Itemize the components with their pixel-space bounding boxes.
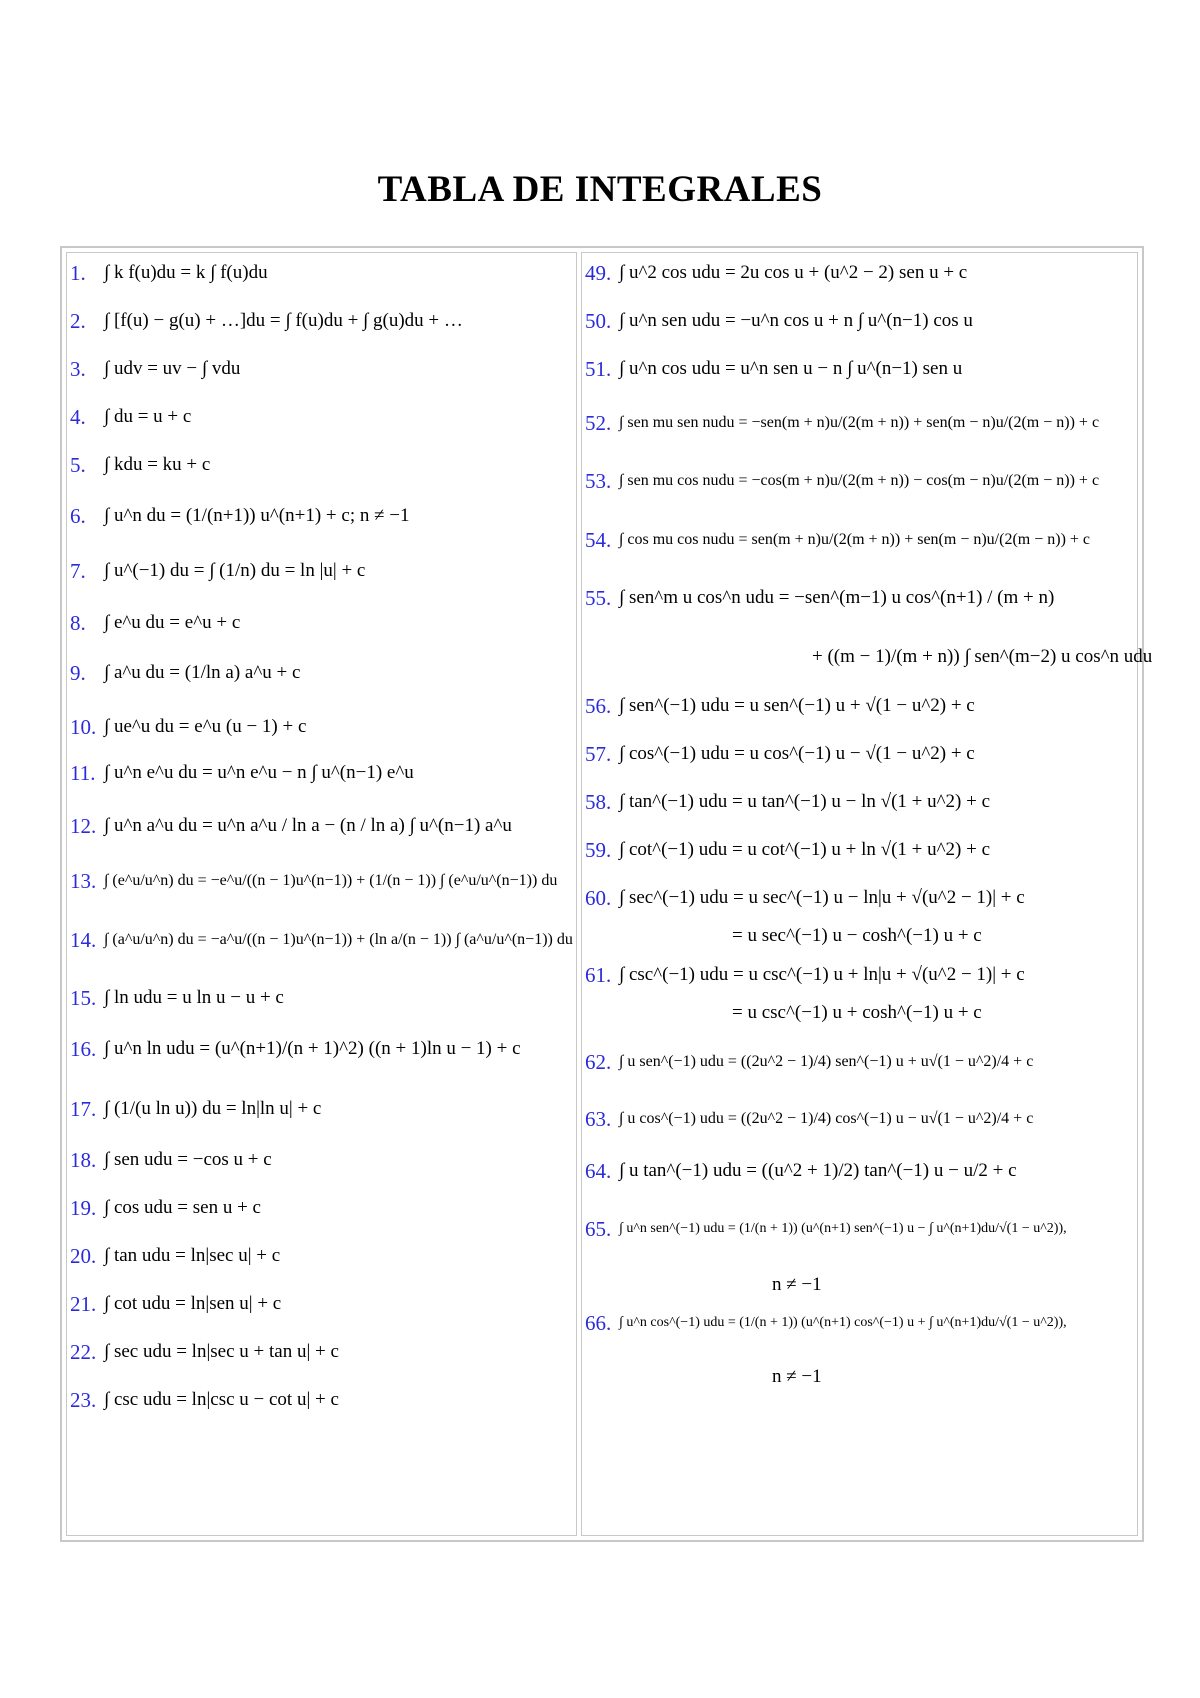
formula-number: 20.: [70, 1243, 97, 1268]
right-formula-row: [582, 778, 1137, 826]
formula-number: 4.: [70, 404, 86, 429]
formula-expression: ∫ sen^(−1) udu = u sen^(−1) u + √(1 − u^2) + c: [619, 695, 975, 716]
left-formula-row: [67, 974, 576, 1022]
formula-expression: ∫ tan^(−1) udu = u tan^(−1) u − ln √(1 + u^2) + c: [619, 791, 991, 812]
left-formula-row: [67, 441, 576, 489]
formula-expression: ∫ sen udu = −cos u + c: [104, 1149, 272, 1170]
left-formula-row: [67, 297, 576, 345]
formula-expression: ∫ sen mu cos nudu = −cos(m + n)u/(2(m + n)) − cos(m − n)u/(2(m − n)) + c: [619, 472, 1100, 489]
formula-number: 60.: [585, 885, 612, 910]
formula-number: 9.: [70, 660, 86, 685]
right-formula-row: [582, 1147, 1137, 1195]
formula-number: 49.: [585, 260, 612, 285]
right-column: [581, 252, 1153, 1536]
left-formula-row: [67, 649, 576, 697]
page-title: TABLA DE INTEGRALES: [377, 169, 823, 210]
formula-expression: ∫ a^u du = (1/ln a) a^u + c: [104, 662, 301, 683]
formula-number: 3.: [70, 356, 86, 381]
right-formula-row: [582, 457, 1137, 505]
left-formula-row: [67, 1328, 576, 1376]
left-formula-row: [67, 916, 576, 964]
formula-expression: ∫ csc udu = ln|csc u − cot u| + c: [104, 1389, 339, 1410]
formula-expression: ∫ u^n e^u du = u^n e^u − n ∫ u^(n−1) e^u: [104, 762, 414, 783]
formula-number: 57.: [585, 741, 612, 766]
formula-continuation: n ≠ −1: [772, 1274, 822, 1295]
formula-number: 11.: [70, 760, 96, 785]
formula-number: 21.: [70, 1291, 97, 1316]
right-formula-row: [582, 1095, 1137, 1143]
formula-number: 22.: [70, 1339, 97, 1364]
formula-number: 65.: [585, 1216, 612, 1241]
formula-expression: ∫ u^(−1) du = ∫ (1/n) du = ln |u| + c: [104, 560, 366, 581]
formula-expression: ∫ u^n cos udu = u^n sen u − n ∫ u^(n−1) sen u: [619, 358, 963, 379]
right-formula-row: [582, 1299, 1137, 1347]
formula-number: 19.: [70, 1195, 97, 1220]
right-formula-row: [582, 682, 1137, 730]
formula-continuation: = u csc^(−1) u + cosh^(−1) u + c: [732, 1002, 982, 1023]
formula-continuation: + ((m − 1)/(m + n)) ∫ sen^(m−2) u cos^n udu: [812, 646, 1153, 667]
right-formula-row: [582, 249, 1137, 297]
formula-expression: ∫ sen mu sen nudu = −sen(m + n)u/(2(m + n)) + sen(m − n)u/(2(m − n)) + c: [619, 414, 1100, 431]
formula-number: 8.: [70, 610, 86, 635]
left-formula-row: [67, 345, 576, 393]
formula-expression: ∫ cos mu cos nudu = sen(m + n)u/(2(m + n)) + sen(m − n)u/(2(m − n)) + c: [619, 531, 1091, 548]
formula-expression: ∫ cos udu = sen u + c: [104, 1197, 261, 1218]
formula-number: 59.: [585, 837, 612, 862]
formula-number: 62.: [585, 1049, 612, 1074]
formula-expression: ∫ u^n sen udu = −u^n cos u + n ∫ u^(n−1) cos u: [619, 310, 973, 331]
formula-expression: ∫ sec udu = ln|sec u + tan u| + c: [104, 1341, 339, 1362]
left-formula-row: [67, 547, 576, 595]
formula-continuation: = u sec^(−1) u − cosh^(−1) u + c: [732, 925, 982, 946]
formula-number: 16.: [70, 1036, 97, 1061]
formula-number: 52.: [585, 410, 612, 435]
formula-continuation: n ≠ −1: [772, 1366, 822, 1387]
formula-expression: ∫ u^n du = (1/(n+1)) u^(n+1) + c; n ≠ −1: [104, 505, 410, 526]
formula-number: 6.: [70, 503, 86, 528]
formula-number: 13.: [70, 868, 97, 893]
formula-number: 54.: [585, 527, 612, 552]
formula-expression: ∫ (a^u/u^n) du = −a^u/((n − 1)u^(n−1)) + (ln a/(n − 1)) ∫ (a^u/u^(n−1)) du: [104, 931, 573, 948]
formula-number: 14.: [70, 927, 97, 952]
left-formula-row: [67, 703, 576, 751]
formula-expression: ∫ ln udu = u ln u − u + c: [104, 987, 284, 1008]
formula-expression: ∫ sec^(−1) udu = u sec^(−1) u − ln|u + √(u^2 − 1)| + c: [619, 887, 1025, 908]
formula-expression: ∫ du = u + c: [104, 406, 192, 427]
formula-number: 7.: [70, 558, 86, 583]
formula-expression: ∫ u^n sen^(−1) udu = (1/(n + 1)) (u^(n+1) sen^(−1) u − ∫ u^(n+1)du/√(1 − u^2)),: [619, 1221, 1067, 1236]
left-formula-row: [67, 802, 576, 850]
formula-number: 10.: [70, 714, 97, 739]
formula-number: 51.: [585, 356, 612, 381]
formula-expression: ∫ sen^m u cos^n udu = −sen^(m−1) u cos^(n+1) / (m + n): [619, 587, 1055, 608]
left-formula-row: [67, 1136, 576, 1184]
left-formula-row: [67, 857, 576, 905]
right-formula-row: [582, 826, 1137, 874]
left-formula-row: [67, 1280, 576, 1328]
formula-expression: ∫ cos^(−1) udu = u cos^(−1) u − √(1 − u^2) + c: [619, 743, 975, 764]
formula-expression: ∫ [f(u) − g(u) + …]du = ∫ f(u)du + ∫ g(u)du + …: [104, 310, 463, 331]
left-formula-row: [67, 249, 576, 297]
formula-number: 18.: [70, 1147, 97, 1172]
formula-expression: ∫ kdu = ku + c: [104, 454, 211, 475]
formula-expression: ∫ ue^u du = e^u (u − 1) + c: [104, 716, 307, 737]
right-formula-row: [582, 516, 1137, 564]
formula-number: 53.: [585, 468, 612, 493]
right-formula-row: [582, 399, 1137, 447]
formula-expression: ∫ cot^(−1) udu = u cot^(−1) u + ln √(1 + u^2) + c: [619, 839, 991, 860]
right-formula-row: [582, 345, 1137, 393]
formula-number: 56.: [585, 693, 612, 718]
right-formula-row: [582, 874, 1137, 922]
formula-number: 50.: [585, 308, 612, 333]
right-formula-row: [582, 297, 1137, 345]
right-formula-row: [582, 1205, 1137, 1253]
formula-expression: ∫ k f(u)du = k ∫ f(u)du: [104, 262, 268, 283]
left-column: [66, 252, 577, 1536]
formula-number: 58.: [585, 789, 612, 814]
formula-expression: ∫ cot udu = ln|sen u| + c: [104, 1293, 282, 1314]
right-formula-row: [582, 730, 1137, 778]
formula-number: 63.: [585, 1106, 612, 1131]
formula-number: 15.: [70, 985, 97, 1010]
formula-expression: ∫ (1/(u ln u)) du = ln|ln u| + c: [104, 1098, 322, 1119]
formula-number: 2.: [70, 308, 86, 333]
formula-number: 66.: [585, 1310, 612, 1335]
formula-expression: ∫ u cos^(−1) udu = ((2u^2 − 1)/4) cos^(−1) u − u√(1 − u^2)/4 + c: [619, 1110, 1034, 1127]
left-formula-row: [67, 749, 576, 797]
formula-expression: ∫ (e^u/u^n) du = −e^u/((n − 1)u^(n−1)) + (1/(n − 1)) ∫ (e^u/u^(n−1)) du: [104, 872, 558, 889]
formula-number: 23.: [70, 1387, 97, 1412]
formula-expression: ∫ u^n cos^(−1) udu = (1/(n + 1)) (u^(n+1) cos^(−1) u + ∫ u^(n+1)du/√(1 − u^2)),: [619, 1315, 1067, 1330]
formula-expression: ∫ e^u du = e^u + c: [104, 612, 241, 633]
formula-number: 17.: [70, 1096, 97, 1121]
left-formula-row: [67, 1376, 576, 1424]
left-formula-row: [67, 393, 576, 441]
formula-expression: ∫ u^2 cos udu = 2u cos u + (u^2 − 2) sen u + c: [619, 262, 968, 283]
left-formula-row: [67, 599, 576, 647]
formula-expression: ∫ udv = uv − ∫ vdu: [104, 358, 241, 379]
formula-number: 12.: [70, 813, 97, 838]
formula-expression: ∫ tan udu = ln|sec u| + c: [104, 1245, 281, 1266]
formula-number: 55.: [585, 585, 612, 610]
left-formula-row: [67, 492, 576, 540]
formula-number: 61.: [585, 962, 612, 987]
formula-number: 5.: [70, 452, 86, 477]
right-formula-row: [582, 951, 1137, 999]
left-formula-row: [67, 1232, 576, 1280]
formula-expression: ∫ u sen^(−1) udu = ((2u^2 − 1)/4) sen^(−1) u + u√(1 − u^2)/4 + c: [619, 1053, 1034, 1070]
left-formula-row: [67, 1085, 576, 1133]
right-formula-row: [582, 574, 1137, 622]
right-formula-row: [582, 1038, 1137, 1086]
formula-expression: ∫ csc^(−1) udu = u csc^(−1) u + ln|u + √(u^2 − 1)| + c: [619, 964, 1025, 985]
left-formula-row: [67, 1184, 576, 1232]
formula-expression: ∫ u^n a^u du = u^n a^u / ln a − (n / ln a) ∫ u^(n−1) a^u: [104, 815, 512, 836]
left-formula-row: [67, 1025, 576, 1073]
formula-number: 64.: [585, 1158, 612, 1183]
formula-expression: ∫ u tan^(−1) udu = ((u^2 + 1)/2) tan^(−1) u − u/2 + c: [619, 1160, 1017, 1181]
integral-table: [60, 246, 1153, 1542]
formula-number: 1.: [70, 260, 86, 285]
formula-expression: ∫ u^n ln udu = (u^(n+1)/(n + 1)^2) ((n + 1)ln u − 1) + c: [104, 1038, 521, 1059]
